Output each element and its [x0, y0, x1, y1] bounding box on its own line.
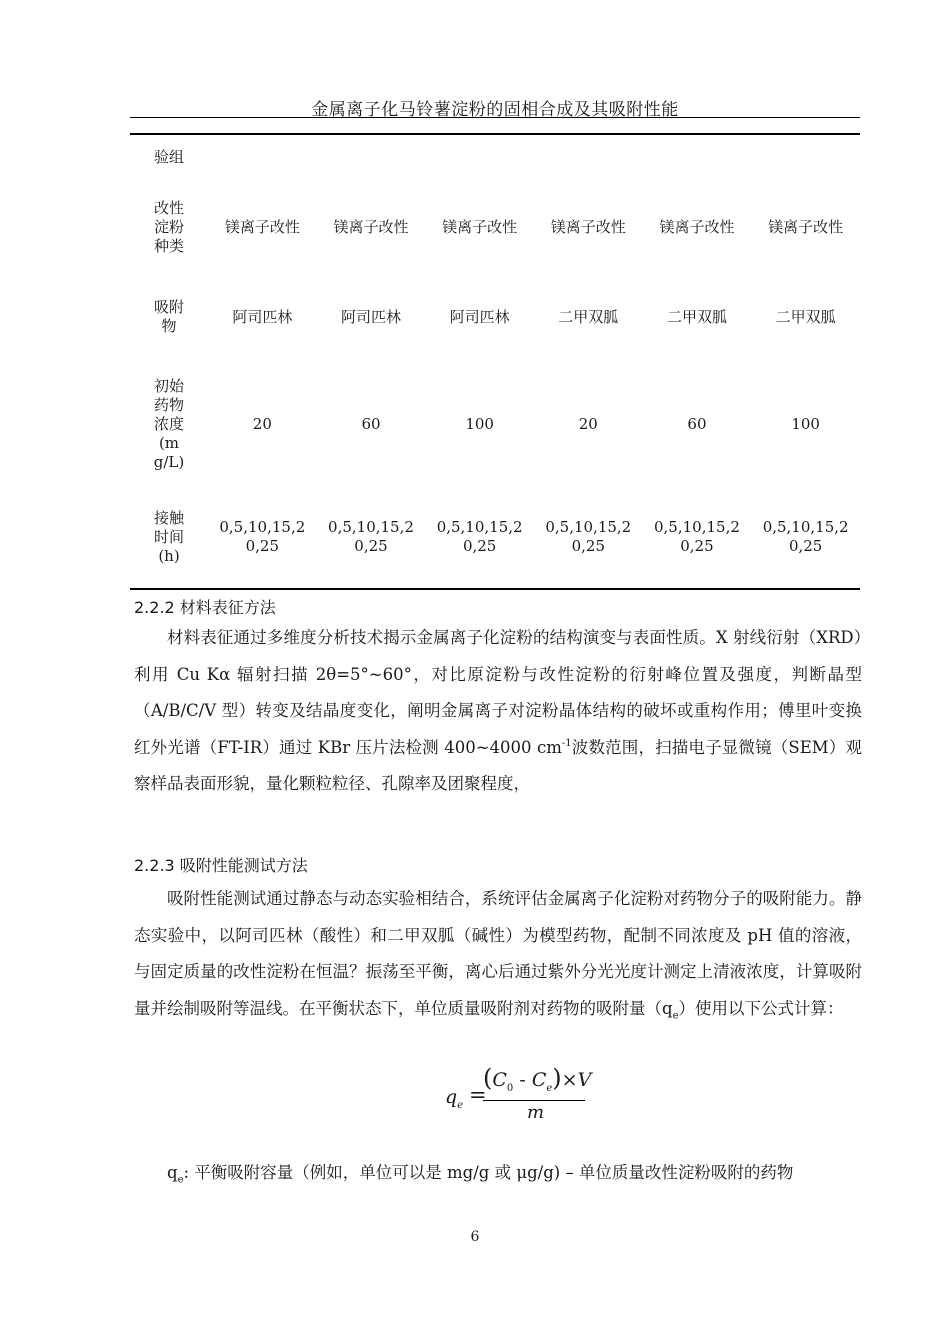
table-cell: [317, 137, 426, 177]
table-cell: 镁离子改性: [550, 217, 626, 236]
row-label: 接触时间(h): [153, 508, 184, 565]
table-cell: 镁离子改性: [442, 217, 518, 236]
table-cell: 0,5,10,15,20,25: [219, 518, 306, 555]
table-cell: [643, 137, 752, 177]
table-row: [130, 357, 860, 492]
table-cell: 0,5,10,15,20,25: [654, 518, 740, 555]
table-cell: 阿司匹林: [340, 307, 401, 326]
section-heading-2-2-3: 2.2.3 吸附性能测试方法: [134, 856, 308, 875]
table-cell: 镁离子改性: [659, 217, 735, 236]
table-cell: [208, 137, 317, 177]
table-cell: 二甲双胍: [558, 307, 619, 326]
table-cell: 镁离子改性: [224, 217, 300, 236]
table-cell: 镁离子改性: [333, 217, 409, 236]
formula-equals: =: [469, 1083, 487, 1107]
table-cell: 阿司匹林: [232, 307, 293, 326]
experiment-parameter-table: [130, 137, 860, 582]
paragraph-characterization: 材料表征通过多维度分析技术揭示金属离子化淀粉的结构演变与表面性质。X 射线衍射（XRD）利用 Cu Kα 辐射扫描 2θ=5°~60°，对比原淀粉与改性淀粉的衍射峰位置及强度，判断晶型（A/B/C/V 型）转变及结晶度变化，阐明金属离子对淀粉晶体结构的破坏或重构作用；傅里叶变换红外光谱（FT-IR）通过 KBr 压片法检测 400~4000 $cm^{-1}$波数范围，扫描电子显微镜（SEM）观察样品表面形貌，量化颗粒粒径、孔隙率及团聚程度，: [134, 628, 863, 793]
table-cell: 0,5,10,15,20,25: [436, 518, 523, 555]
table-cell: 0,5,10,15,20,25: [762, 518, 849, 555]
row-label: 初始药物浓度(mg/L): [153, 377, 185, 471]
table-cell: [534, 137, 643, 177]
table-top-rule: [130, 133, 860, 135]
table-row: [130, 492, 860, 582]
table-cell: 60: [361, 415, 381, 433]
row-label: 改性淀粉种类: [153, 198, 184, 255]
table-cell: 阿司匹林: [449, 307, 510, 326]
adsorption-capacity-formula: [445, 1064, 595, 1126]
table-cell: 0,5,10,15,20,25: [545, 518, 632, 555]
row-label: 吸附物: [153, 298, 184, 335]
table-cell: 100: [791, 415, 820, 433]
fraction-bar: [483, 1100, 585, 1101]
table-bottom-rule: [130, 588, 860, 590]
formula-denominator: m: [527, 1102, 545, 1123]
table-cell: [751, 137, 860, 177]
definition-qe: $q_e$: 平衡吸附容量（例如，单位可以是 mg/g 或 μg/g) – 单位质量改性淀粉吸附的药物: [167, 1163, 794, 1186]
section-heading-2-2-2: 2.2.2 材料表征方法: [134, 598, 276, 617]
table-cell: 0,5,10,15,20,25: [328, 518, 414, 555]
running-header: 金属离子化马铃薯淀粉的固相合成及其吸附性能: [311, 100, 679, 120]
table-row: [130, 137, 860, 177]
header-rule: [130, 117, 860, 118]
table-cell: [425, 137, 534, 177]
table-cell: 20: [578, 415, 598, 433]
table-row: [130, 177, 860, 277]
formula-lhs: $q_e$: [445, 1086, 464, 1111]
table-cell: 100: [465, 415, 494, 433]
table-row: [130, 277, 860, 357]
table-cell: 二甲双胍: [775, 307, 836, 326]
table-cell: 20: [252, 415, 272, 433]
paragraph-adsorption-test: 吸附性能测试通过静态与动态实验相结合，系统评估金属离子化淀粉对药物分子的吸附能力。静态实验中，以阿司匹林（酸性）和二甲双胍（碱性）为模型药物，配制不同浓度及 pH 值的溶液，与固定质量的改性淀粉在恒温？振荡至平衡，离心后通过紫外分光光度计测定上清液浓度，计算吸附量并绘制吸附等温线。在平衡状态下，单位质量吸附剂对药物的吸附量$(q_e)$使用以下公式计算：: [134, 889, 862, 1021]
formula-numerator: $(C_0 - C_e)\times V$: [483, 1064, 592, 1094]
row-label: 验组: [153, 147, 184, 166]
table-cell: 60: [687, 415, 707, 433]
table-cell: 二甲双胍: [666, 307, 727, 326]
page-number: 6: [470, 1229, 480, 1245]
table-cell: 镁离子改性: [768, 217, 844, 236]
